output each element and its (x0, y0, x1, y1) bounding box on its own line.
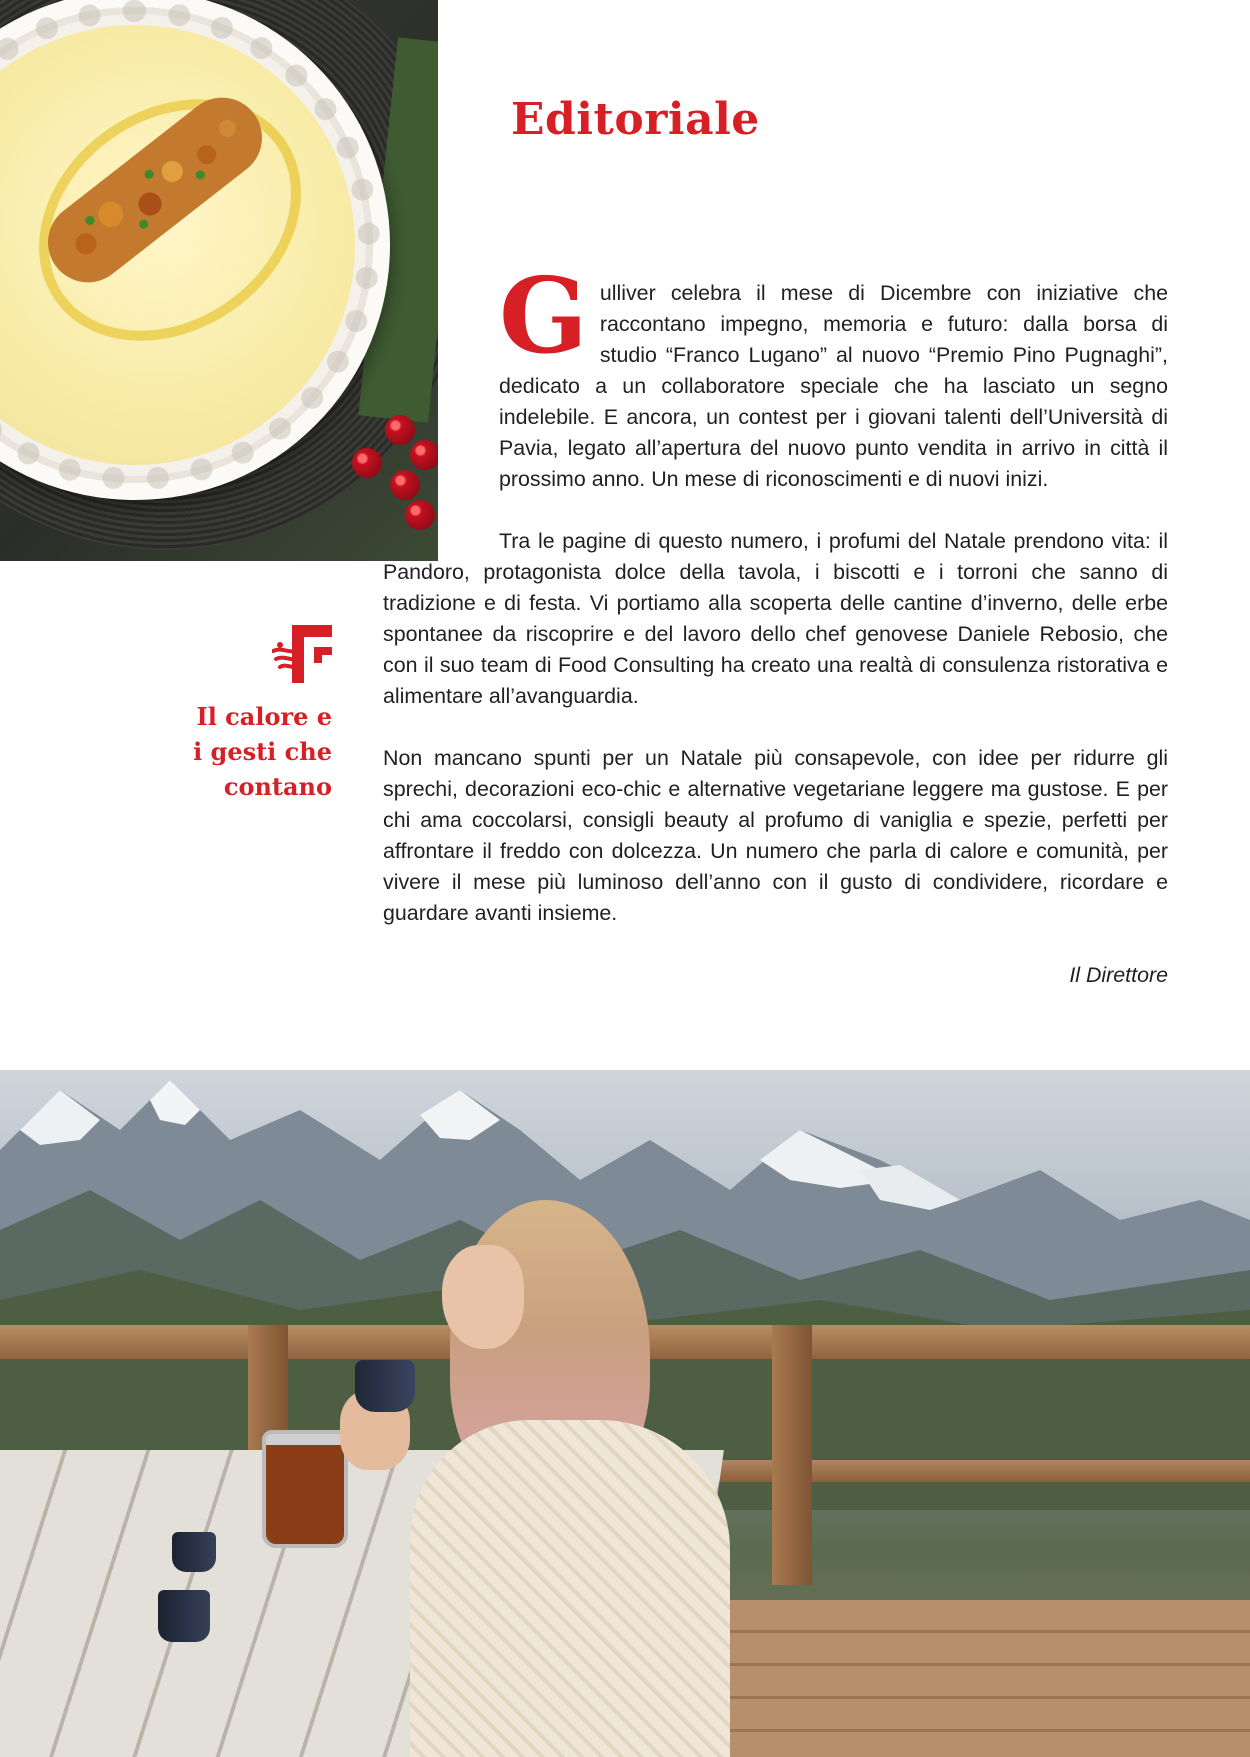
gulliver-logo-icon (272, 623, 334, 685)
pull-quote-line: i gesti che (193, 737, 332, 766)
face (442, 1245, 524, 1349)
pull-quote-line: Il calore e (196, 702, 332, 731)
pull-quote (150, 699, 332, 804)
cup (158, 1590, 210, 1642)
article-body (383, 254, 1168, 1022)
soup-photo (0, 0, 438, 561)
cup (172, 1532, 216, 1572)
paragraph-2: Tra le pagine di questo numero, i profumi del Natale prendono vita: il Pandoro, protagonista dolce della tavola, i biscotti e i torroni che sanno di tradizione e di festa. Vi portiamo alla scoperta delle cantine d’inverno, delle erbe spontanee da riscoprire e del lavoro dello chef genovese Daniele Rebosio, che con il suo team di Food Consulting ha creato una realtà di consulenza ristorativa e alimentare all’avanguardia. (383, 529, 1168, 708)
paragraph-3: Non mancano spunti per un Natale più consapevole, con idee per ridurre gli sprechi, decorazioni eco-chic e alternative vegetariane leggere ma gustose. E per chi ama coccolarsi, consigli beauty al profumo di vaniglia e spezie, perfetti per affrontare il freddo con dolcezza. Un numero che parla di calore e comunità, per vivere il mese più luminoso dell’anno con il gusto di condividere, ricordare e guardare avanti insieme. (383, 746, 1168, 925)
mug (355, 1360, 415, 1412)
berry (352, 448, 382, 478)
mountain-photo (0, 1070, 1250, 1757)
woman-drinking (380, 1200, 760, 1757)
drop-cap: G (499, 254, 588, 377)
paragraph-1-text: ulliver celebra il mese di Dicembre con iniziative che raccontano impegno, memoria e futuro: dalla borsa di studio “Franco Lugano” al nuovo “Premio Pino Pugnaghi”, dedicato a un collaboratore speciale che ha lasciato un segno indelebile. E ancora, un contest per i giovani talenti dell’Università di Pavia, legato all’apertura del nuovo punto vendita in arrivo in città il prossimo anno. Un mese di riconoscimenti e di nuovi inizi. (499, 281, 1168, 491)
signature: Il Direttore (1069, 963, 1168, 987)
sweater (410, 1420, 730, 1757)
page-title: Editoriale (511, 94, 760, 145)
pull-quote-line: contano (223, 772, 332, 801)
paragraph-1 (383, 254, 1168, 495)
railing-post (772, 1325, 812, 1585)
french-press (262, 1430, 348, 1548)
